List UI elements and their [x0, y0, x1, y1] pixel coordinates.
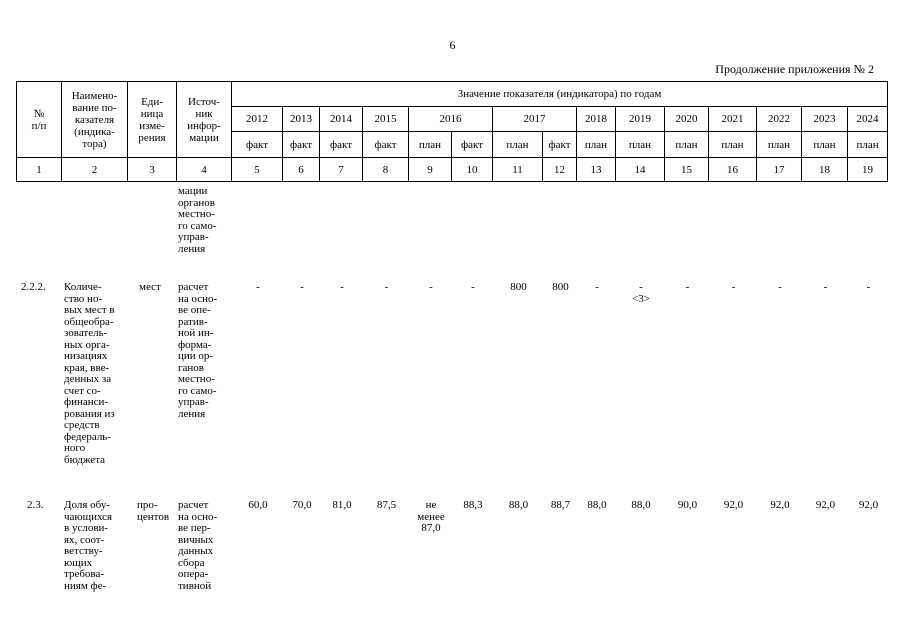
row-value: 92,0 [815, 499, 836, 511]
column-number-cell: 10 [452, 158, 493, 182]
row-value: 88,0 [587, 499, 607, 511]
year-cell: 2014 [320, 107, 363, 132]
year-cell: 2024 [848, 107, 888, 132]
type-cell: план [802, 132, 848, 158]
row-value: 70,0 [292, 499, 312, 511]
column-number-cell: 16 [709, 158, 757, 182]
row-value: 90,0 [677, 499, 698, 511]
type-cell: факт [320, 132, 363, 158]
header-col-no: № п/п [17, 82, 62, 158]
year-cell: 2021 [709, 107, 757, 132]
type-cell: план [848, 132, 888, 158]
row-value: - [731, 281, 736, 293]
type-cell: план [757, 132, 802, 158]
column-number-cell: 1 [17, 158, 62, 182]
year-cell: 2023 [802, 107, 848, 132]
type-cell: план [577, 132, 616, 158]
year-cell: 2018 [577, 107, 616, 132]
row-value: - [384, 281, 389, 293]
year-cell: 2013 [283, 107, 320, 132]
header-col-name: Наимено- вание по- казателя (индика- тора) [62, 82, 128, 158]
year-cell: 2020 [665, 107, 709, 132]
row-unit: про- центов [137, 499, 170, 523]
header-col-source: Источ- ник инфор- мации [177, 82, 232, 158]
header-table [16, 81, 888, 182]
row-value: 92,0 [858, 499, 879, 511]
column-number-cell: 2 [62, 158, 128, 182]
column-number-cell: 13 [577, 158, 616, 182]
row-value: - [256, 281, 260, 293]
column-number-cell: 11 [493, 158, 543, 182]
column-number-cell: 17 [757, 158, 802, 182]
type-cell: факт [452, 132, 493, 158]
row-source: расчет на осно- ве пер- вичных данных сбора опера- тивной [178, 499, 218, 592]
type-cell: план [709, 132, 757, 158]
column-number-cell: 3 [128, 158, 177, 182]
row-value: - [429, 281, 433, 293]
column-number-cell: 18 [802, 158, 848, 182]
type-cell: факт [232, 132, 283, 158]
type-cell: план [616, 132, 665, 158]
row-value: - [471, 281, 475, 293]
type-cell: план [409, 132, 452, 158]
row-value: 81,0 [332, 499, 352, 511]
row-value: 800 [552, 281, 569, 293]
year-cell: 2017 [493, 107, 577, 132]
year-cell: 2016 [409, 107, 493, 132]
column-number-cell: 12 [543, 158, 577, 182]
row-value: - [685, 281, 690, 293]
row-value: - [340, 281, 344, 293]
row-number: 2.2.2. [21, 281, 46, 293]
row-source: расчет на осно- ве опе- ратив- ной ин- форма- ции ор- ганов местно- го само- управ- ления [178, 281, 218, 420]
header-col-unit: Еди- ница изме- рения [128, 82, 177, 158]
column-number-cell: 4 [177, 158, 232, 182]
row-value: 88,3 [463, 499, 483, 511]
year-cell: 2022 [757, 107, 802, 132]
column-number-cell: 8 [363, 158, 409, 182]
row-indicator-name: Доля обу- чающихся в услови- ях, соот- ветству- ющих требова- ниям фе- [64, 499, 113, 592]
continuation-title: Продолжение приложения № 2 [715, 62, 874, 76]
row-value: - [300, 281, 304, 293]
type-cell: факт [543, 132, 577, 158]
type-cell: план [665, 132, 709, 158]
row-value: - [595, 281, 599, 293]
row-value: не менее 87,0 [417, 499, 445, 534]
row-value: 800 [510, 281, 527, 293]
header-group-title: Значение показателя (индикатора) по годам [232, 82, 888, 107]
column-number-cell: 9 [409, 158, 452, 182]
type-cell: факт [283, 132, 320, 158]
row-value: - [778, 281, 782, 293]
row-unit: мест [139, 281, 161, 293]
column-number-cell: 19 [848, 158, 888, 182]
year-cell: 2015 [363, 107, 409, 132]
row-value: 88,0 [631, 499, 651, 511]
row-number: 2.3. [27, 499, 44, 511]
row-value: - [823, 281, 828, 293]
column-number-cell: 5 [232, 158, 283, 182]
row-source-continuation: мации органов местно- го само- управ- ления [178, 185, 217, 255]
column-number-cell: 14 [616, 158, 665, 182]
year-cell: 2012 [232, 107, 283, 132]
page-number: 6 [449, 38, 456, 52]
row-value: 92,0 [770, 499, 790, 511]
row-value: 88,0 [508, 499, 529, 511]
table-header [16, 81, 887, 181]
row-value: 87,5 [376, 499, 397, 511]
row-value: - [866, 281, 871, 293]
row-indicator-name: Количе- ство но- вых мест в общеобра- зователь- ных орга- низациях края, вве- денных за счет со- финанси- рования из средств федераль- ного бюджета [64, 281, 115, 466]
column-number-cell: 6 [283, 158, 320, 182]
column-number-cell: 7 [320, 158, 363, 182]
row-value: 60,0 [248, 499, 268, 511]
column-number-cell: 15 [665, 158, 709, 182]
row-value: - <3> [632, 281, 650, 305]
row-value: 92,0 [723, 499, 744, 511]
row-value: 88,7 [550, 499, 571, 511]
type-cell: план [493, 132, 543, 158]
year-cell: 2019 [616, 107, 665, 132]
type-cell: факт [363, 132, 409, 158]
